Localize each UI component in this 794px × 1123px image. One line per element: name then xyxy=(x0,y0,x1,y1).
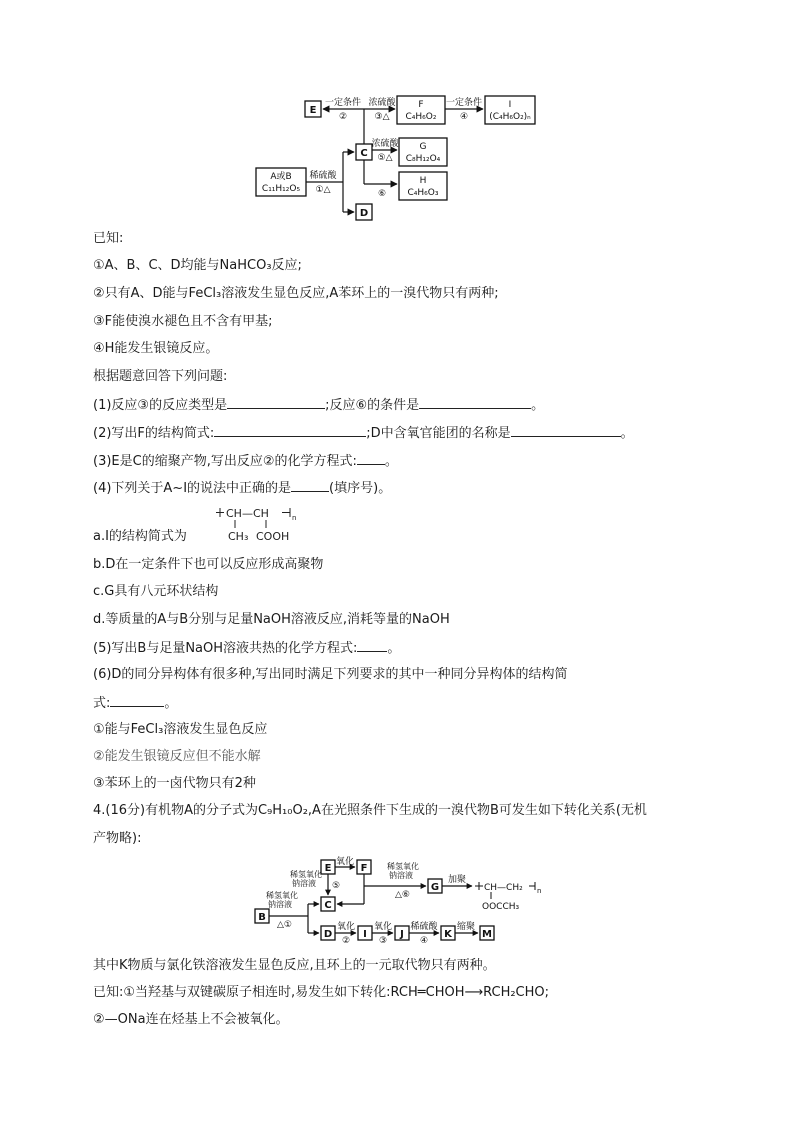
q1-blank-1[interactable] xyxy=(227,396,325,409)
q6-blank[interactable] xyxy=(110,694,164,707)
d2-label-tri1: △① xyxy=(277,920,292,930)
known-1: ①A、B、C、D均能与NaHCO₃反应; xyxy=(93,258,302,273)
reaction-diagram-2 xyxy=(250,855,550,945)
problem-4-known-1: 已知:①当羟基与双键碳原子相连时,易发生如下转化:RCH═CHOH⟶RCH₂CHO; xyxy=(93,985,550,1000)
known-4: ④H能发生银镜反应。 xyxy=(93,341,219,356)
box-g-formula: C₈H₁₂O₄ xyxy=(405,154,441,164)
d2-k: K xyxy=(444,929,452,940)
d2-i: I xyxy=(363,929,367,940)
reaction-diagram-1 xyxy=(250,88,550,224)
known-3: ③F能使溴水褪色且不含有甲基; xyxy=(93,314,273,329)
d2-m: M xyxy=(482,929,492,940)
arrow-2-top: 一定条件 xyxy=(324,98,362,108)
question-5 xyxy=(93,639,400,657)
option-c: c.G具有八元环状结构 xyxy=(93,584,219,599)
d2-label-naoh-right-1: 稀氢氧化 xyxy=(387,862,419,871)
q2-blank-2[interactable] xyxy=(511,424,621,437)
q4-part-a: (4)下列关于A~I的说法中正确的是 xyxy=(93,481,292,496)
arrow-5-top: 浓硫酸 xyxy=(371,139,399,149)
option-d: d.等质量的A与B分别与足量NaOH溶液反应,消耗等量的NaOH xyxy=(93,612,450,627)
q3-part-c: 。 xyxy=(384,454,398,469)
d2-label-5: ⑤ xyxy=(332,881,341,891)
d2-label-naoh-right-2: 钠溶液 xyxy=(389,871,413,880)
box-f-formula: C₄H₆O₂ xyxy=(405,112,437,122)
d2-b: B xyxy=(258,912,266,923)
d2-label-oxid2-bot: ② xyxy=(341,936,351,945)
box-i-formula: (C₄H₆O₂)ₙ xyxy=(489,112,531,122)
struct-a-ch3: CH₃ xyxy=(228,530,249,543)
d2-label-naoh-left-2: 钠溶液 xyxy=(292,879,316,888)
requirement-1: ①能与FeCl₃溶液发生显色反应 xyxy=(93,722,268,737)
q5-part-c: 。 xyxy=(387,641,401,656)
box-c-label: C xyxy=(360,148,368,159)
known-2: ②只有A、D能与FeCl₃溶液发生显色反应,A苯环上的一溴代物只有两种; xyxy=(93,286,499,301)
q6-part-c: 。 xyxy=(164,696,178,711)
q4-blank[interactable] xyxy=(291,479,329,492)
box-h-formula: C₄H₆O₃ xyxy=(407,188,439,198)
d2-j: J xyxy=(400,929,404,940)
d2-label-oxid3-top: 氧化 xyxy=(373,922,393,932)
d2-label-h2so4-top: 稀硫酸 xyxy=(410,922,438,932)
arrow-1-top: 稀硫酸 xyxy=(309,171,337,181)
q1-part-c: 。 xyxy=(531,398,545,413)
question-3 xyxy=(93,452,398,470)
q2-blank-1[interactable] xyxy=(214,424,366,437)
q6-part-b: 式: xyxy=(93,696,111,711)
q5-blank[interactable] xyxy=(357,639,387,652)
d2-c: C xyxy=(324,900,332,911)
box-g-name: G xyxy=(419,142,427,152)
q1-part-b: ;反应⑥的条件是 xyxy=(325,398,420,413)
q3-blank[interactable] xyxy=(357,452,385,465)
d2-f: F xyxy=(360,863,368,874)
option-b: b.D在一定条件下也可以反应形成高聚物 xyxy=(93,557,324,572)
question-2 xyxy=(93,424,634,442)
q2-part-c: 。 xyxy=(620,426,634,441)
box-a-or-b-formula: C₁₁H₁₂O₅ xyxy=(261,184,301,194)
box-i-name: I xyxy=(508,100,512,110)
arrow-2-bottom: ② xyxy=(338,112,348,122)
struct-a-sub: n xyxy=(292,514,297,522)
q4-part-c: (填序号)。 xyxy=(329,481,392,496)
d2-poly-n: n xyxy=(537,887,542,895)
question-4 xyxy=(93,479,391,497)
question-6-answer xyxy=(93,694,177,712)
box-d-label: D xyxy=(359,208,369,219)
struct-a-cooh: COOH xyxy=(256,530,290,543)
option-a: a.I的结构简式为 xyxy=(93,529,187,544)
box-h-name: H xyxy=(419,176,427,186)
problem-4-line-1: 4.(16分)有机物A的分子式为C₉H₁₀O₂,A在光照条件下生成的一溴代物B可发生如下转化关系(无机 xyxy=(93,803,647,818)
d2-poly-top: CH—CH₂ xyxy=(484,883,523,893)
box-a-or-b-name: A或B xyxy=(270,172,292,182)
q3-part-a: (3)E是C的缩聚产物,写出反应②的化学方程式: xyxy=(93,454,357,469)
arrow-3-top: 浓硫酸 xyxy=(368,98,396,108)
d2-label-h2so4-bot: ④ xyxy=(419,936,429,945)
arrow-6-bottom: ⑥ xyxy=(377,189,387,199)
d2-label-naoh-b-2: 钠溶液 xyxy=(268,900,292,909)
q1-part-a: (1)反应③的反应类型是 xyxy=(93,398,228,413)
d2-e: E xyxy=(324,863,332,874)
arrow-4-top: 一定条件 xyxy=(445,98,483,108)
problem-4-k-note: 其中K物质与氯化铁溶液发生显色反应,且环上的一元取代物只有两种。 xyxy=(93,958,496,973)
box-e-label: E xyxy=(309,105,317,116)
d2-label-oxid3-bot: ③ xyxy=(378,936,388,945)
option-a-structure xyxy=(214,500,334,546)
question-intro: 根据题意回答下列问题: xyxy=(93,369,228,384)
struct-a-top: CH—CH xyxy=(226,507,269,520)
requirement-3: ③苯环上的一卤代物只有2种 xyxy=(93,776,256,791)
d2-label-tri6: △⑥ xyxy=(395,890,410,900)
d2-g: G xyxy=(430,882,440,893)
arrow-3-bottom: ③△ xyxy=(374,112,390,122)
d2-label-naoh-left-1: 稀氢氧化 xyxy=(290,870,322,879)
question-1 xyxy=(93,396,544,414)
q2-part-b: ;D中含氧官能团的名称是 xyxy=(366,426,511,441)
arrow-1-bottom: ①△ xyxy=(315,185,331,195)
d2-d: D xyxy=(323,929,333,940)
d2-label-jiaju: 加聚 xyxy=(447,875,467,885)
d2-label-oxid-ef: 氧化 xyxy=(335,857,355,867)
box-f-name: F xyxy=(418,100,424,110)
requirement-2: ②能发生银镜反应但不能水解 xyxy=(93,749,261,764)
q5-part-a: (5)写出B与足量NaOH溶液共热的化学方程式: xyxy=(93,641,358,656)
problem-4-known-2: ②—ONa连在烃基上不会被氧化。 xyxy=(93,1012,289,1027)
d2-label-naoh-b-1: 稀氢氧化 xyxy=(266,891,298,900)
question-6: (6)D的同分异构体有很多种,写出同时满足下列要求的其中一种同分异构体的结构简 xyxy=(93,667,568,682)
d2-label-suoju: 缩聚 xyxy=(456,922,476,932)
d2-poly-bottom: OOCCH₃ xyxy=(482,902,520,912)
arrow-5-bottom: ⑤△ xyxy=(377,153,393,163)
q1-blank-2[interactable] xyxy=(419,396,531,409)
q2-part-a: (2)写出F的结构简式: xyxy=(93,426,215,441)
arrow-4-bottom: ④ xyxy=(459,112,469,122)
known-title: 已知: xyxy=(93,231,124,246)
d2-label-oxid2-top: 氧化 xyxy=(336,922,356,932)
problem-4-line-2: 产物略): xyxy=(93,831,142,846)
